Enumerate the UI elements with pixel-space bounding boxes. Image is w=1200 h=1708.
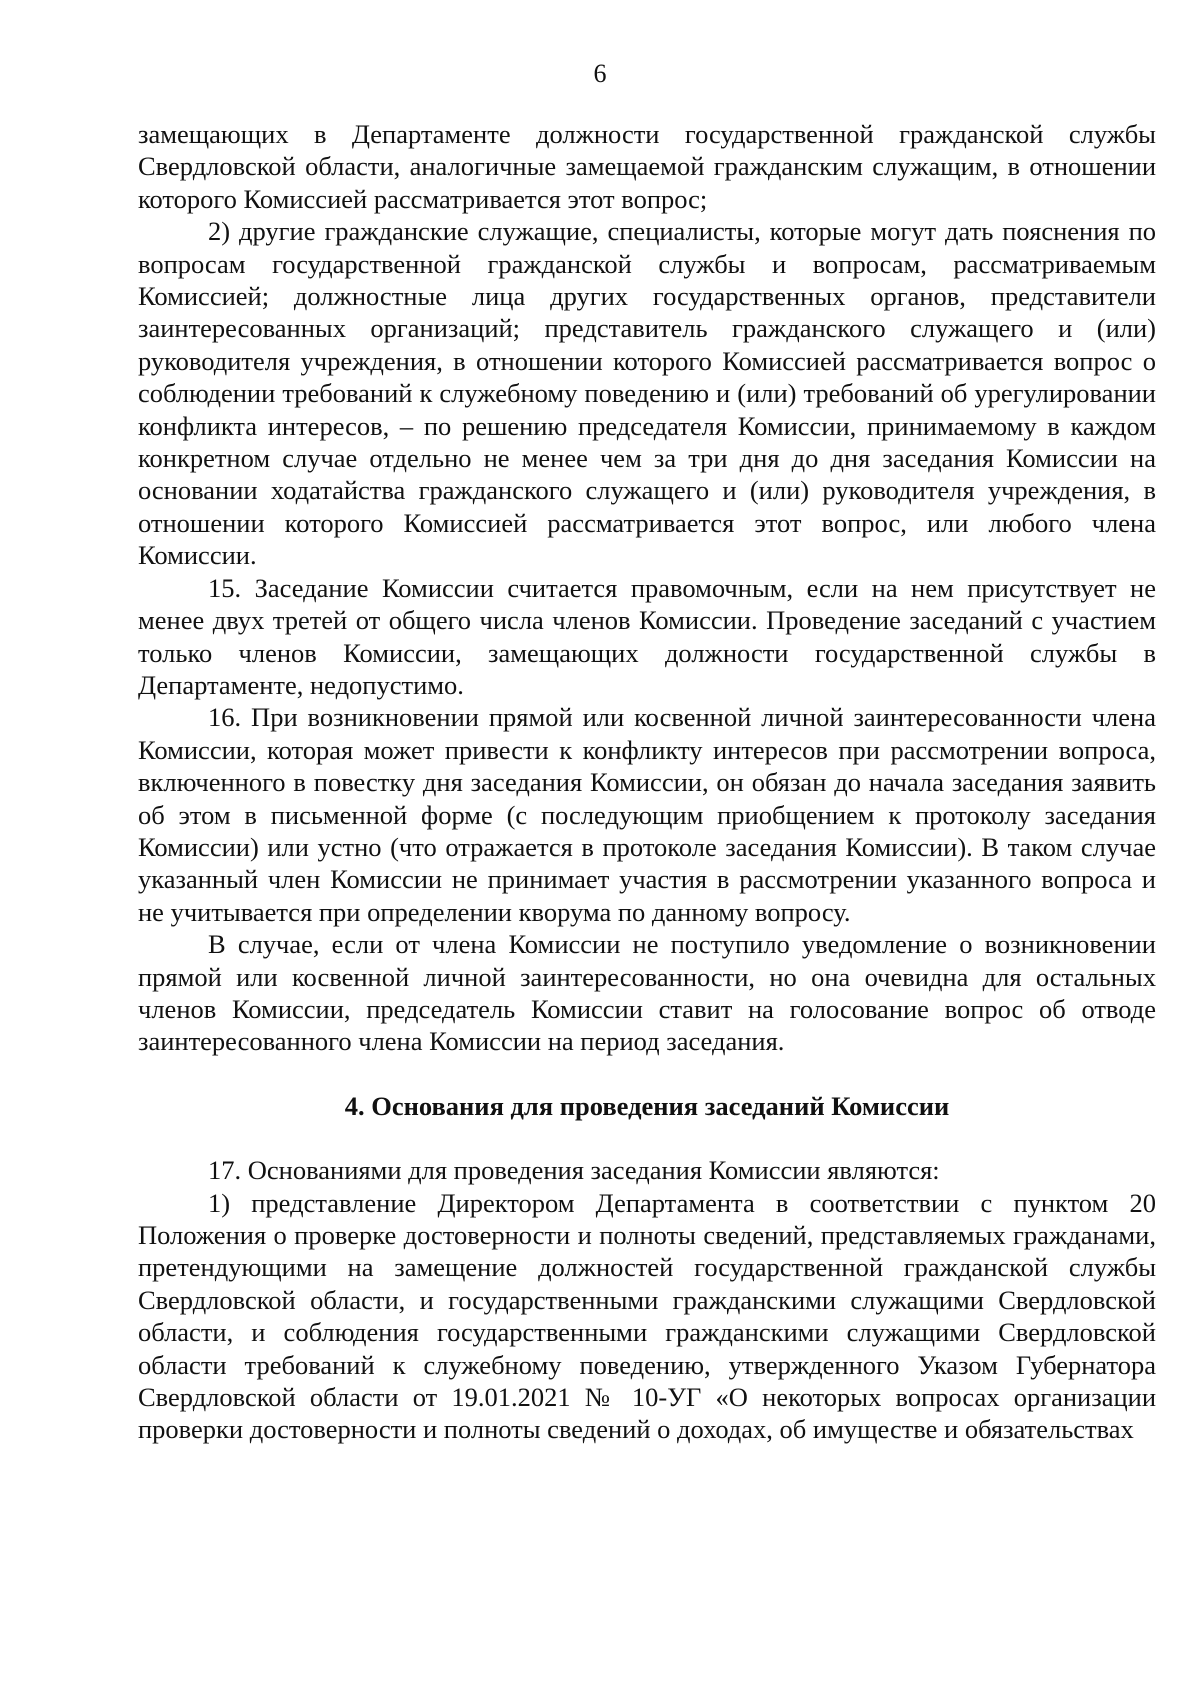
paragraph-continuation: замещающих в Департаменте должности государственной гражданской службы Свердловской области, аналогичные замещаемой гражданским служащим, в отношении которого Комиссией рассматривается этот вопрос; xyxy=(138,119,1156,214)
paragraph-15: 15. Заседание Комиссии считается правомочным, если на нем присутствует не менее двух третей от общего числа членов Комиссии. Проведение заседаний с участием только членов Комиссии, замещающих должности государственной службы в Департаменте, недопустимо. xyxy=(138,572,1156,700)
paragraph-16-continued: В случае, если от члена Комиссии не поступило уведомление о возникновении прямой или косвенной личной заинтересованности, но она очевидна для остальных членов Комиссии, председатель Комиссии ставит на голосование вопрос об отводе заинтересованного члена Комиссии на период заседания. xyxy=(138,929,1156,1057)
document-body xyxy=(138,118,1156,1446)
paragraph-item-2: 2) другие гражданские служащие, специалисты, которые могут дать пояснения по вопросам государственной гражданской службы и вопросам, рассматриваемым Комиссией; должностные лица других государственных органов, представители заинтересованных организаций; представитель гражданского служащего и (или) руководителя учреждения, в отношении которого Комиссией рассматривается вопрос о соблюдении требований к служебному поведению и (или) требований об урегулировании конфликта интересов, – по решению председателя Комиссии, принимаемому в каждом конкретном случае отдельно не менее чем за три дня до дня заседания Комиссии на основании ходатайства гражданского служащего и (или) руководителя учреждения, в отношении которого Комиссией рассматривается этот вопрос, или любого члена Комиссии. xyxy=(138,216,1156,571)
paragraph-16: 16. При возникновении прямой или косвенной личной заинтересованности члена Комиссии, которая может привести к конфликту интересов при рассмотрении вопроса, включенного в повестку дня заседания Комиссии, он обязан до начала заседания заявить об этом в письменной форме (с последующим приобщением к протоколу заседания Комиссии) или устно (что отражается в протоколе заседания Комиссии). В таком случае указанный член Комиссии не принимает участия в рассмотрении указанного вопроса и не учитывается при определении кворума по данному вопросу. xyxy=(138,702,1156,927)
paragraph-17-item-1: 1) представление Директором Департамента в соответствии с пунктом 20 Положения о проверке достоверности и полноты сведений, представляемых гражданами, претендующими на замещение должностей государственной гражданской службы Свердловской области, и государственными гражданскими служащими Свердловской области, и соблюдения государственными гражданскими служащими Свердловской области требований к служебному поведению, утвержденного Указом Губернатора Свердловской области от 19.01.2021 № 10-УГ «О некоторых вопросах организации проверки достоверности и полноты сведений о доходах, об имуществе и обязательствах xyxy=(138,1187,1156,1445)
paragraph-17: 17. Основаниями для проведения заседания Комиссии являются: xyxy=(208,1155,940,1186)
spacer xyxy=(138,1058,1156,1090)
page-number: 6 xyxy=(593,59,607,88)
section-heading: 4. Основания для проведения заседаний Комиссии xyxy=(344,1090,950,1121)
spacer xyxy=(138,1122,1156,1154)
